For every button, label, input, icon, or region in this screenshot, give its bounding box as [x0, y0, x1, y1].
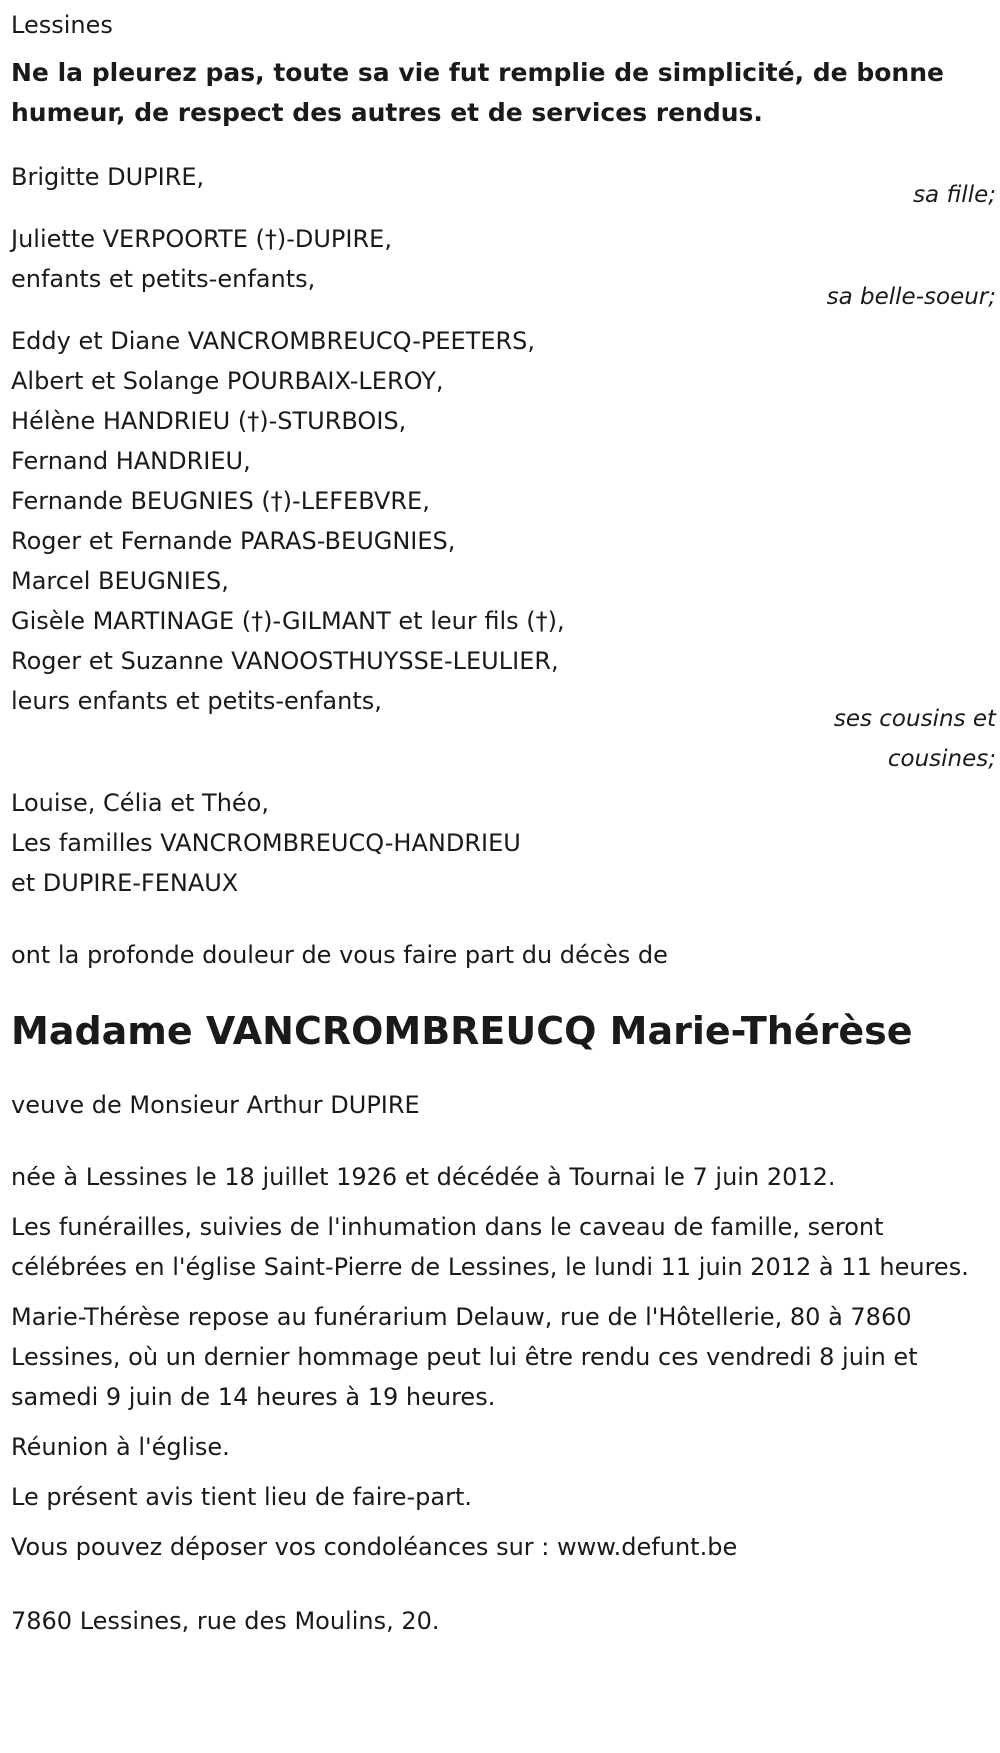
family-name: Eddy et Diane VANCROMBREUCQ-PEETERS,	[11, 327, 536, 355]
family-name: Louise, Célia et Théo,	[11, 789, 269, 817]
family-name: leurs enfants et petits-enfants,	[11, 687, 382, 715]
funeral-details: Les funérailles, suivies de l'inhumation dans le caveau de famille, seront célébrées en l'église Saint-Pierre de Lessines, le lundi 11 juin 2012 à 11 heures.	[11, 1213, 969, 1281]
family-group-sister-in-law	[11, 219, 996, 317]
family-group-daughter	[11, 157, 996, 215]
deceased-name: Madame VANCROMBREUCQ Marie-Thérèse	[11, 1009, 913, 1053]
family-name: Fernande BEUGNIES (†)-LEFEBVRE,	[11, 487, 430, 515]
funeral-home-details: Marie-Thérèse repose au funérarium Delauw, rue de l'Hôtellerie, 80 à 7860 Lessines, où un dernier hommage peut lui être rendu ces vendredi 8 juin et samedi 9 juin de 14 heures à 19 heures.	[11, 1303, 918, 1411]
family-group-others	[11, 783, 991, 903]
widow-of-text: veuve de Monsieur Arthur DUPIRE	[11, 1091, 420, 1119]
family-name: enfants et petits-enfants,	[11, 265, 316, 293]
relation-label: sa belle-soeur;	[826, 284, 996, 310]
family-name: Hélène HANDRIEU (†)-STURBOIS,	[11, 407, 407, 435]
family-name: Marcel BEUGNIES,	[11, 567, 229, 595]
family-name: Fernand HANDRIEU,	[11, 447, 251, 475]
family-name: Brigitte DUPIRE,	[11, 163, 205, 191]
family-name: Juliette VERPOORTE (†)-DUPIRE,	[11, 225, 392, 253]
relation-label: sa fille;	[913, 182, 996, 208]
family-name: Roger et Fernande PARAS-BEUGNIES,	[11, 527, 456, 555]
family-name: Les familles VANCROMBREUCQ-HANDRIEU	[11, 829, 521, 857]
notice-note: Le présent avis tient lieu de faire-part.	[11, 1483, 473, 1511]
family-name: Gisèle MARTINAGE (†)-GILMANT et leur fils (†),	[11, 607, 565, 635]
condolences-note: Vous pouvez déposer vos condoléances sur : www.defunt.be	[11, 1533, 738, 1561]
relation-label: ses cousins et	[833, 706, 996, 732]
meeting-note: Réunion à l'église.	[11, 1433, 230, 1461]
city-heading: Lessines	[11, 11, 113, 39]
family-name: et DUPIRE-FENAUX	[11, 869, 239, 897]
birth-death-dates: née à Lessines le 18 juillet 1926 et décédée à Tournai le 7 juin 2012.	[11, 1163, 836, 1191]
family-name: Roger et Suzanne VANOOSTHUYSSE-LEULIER,	[11, 647, 559, 675]
family-address: 7860 Lessines, rue des Moulins, 20.	[11, 1607, 440, 1635]
announcement-text: ont la profonde douleur de vous faire part du décès de	[11, 941, 668, 969]
family-name: Albert et Solange POURBAIX-LEROY,	[11, 367, 444, 395]
family-group-cousins	[11, 321, 996, 779]
relation-label: cousines;	[887, 746, 996, 772]
epitaph-quote: Ne la pleurez pas, toute sa vie fut remplie de simplicité, de bonne humeur, de respect des autres et de services rendus.	[11, 58, 944, 127]
